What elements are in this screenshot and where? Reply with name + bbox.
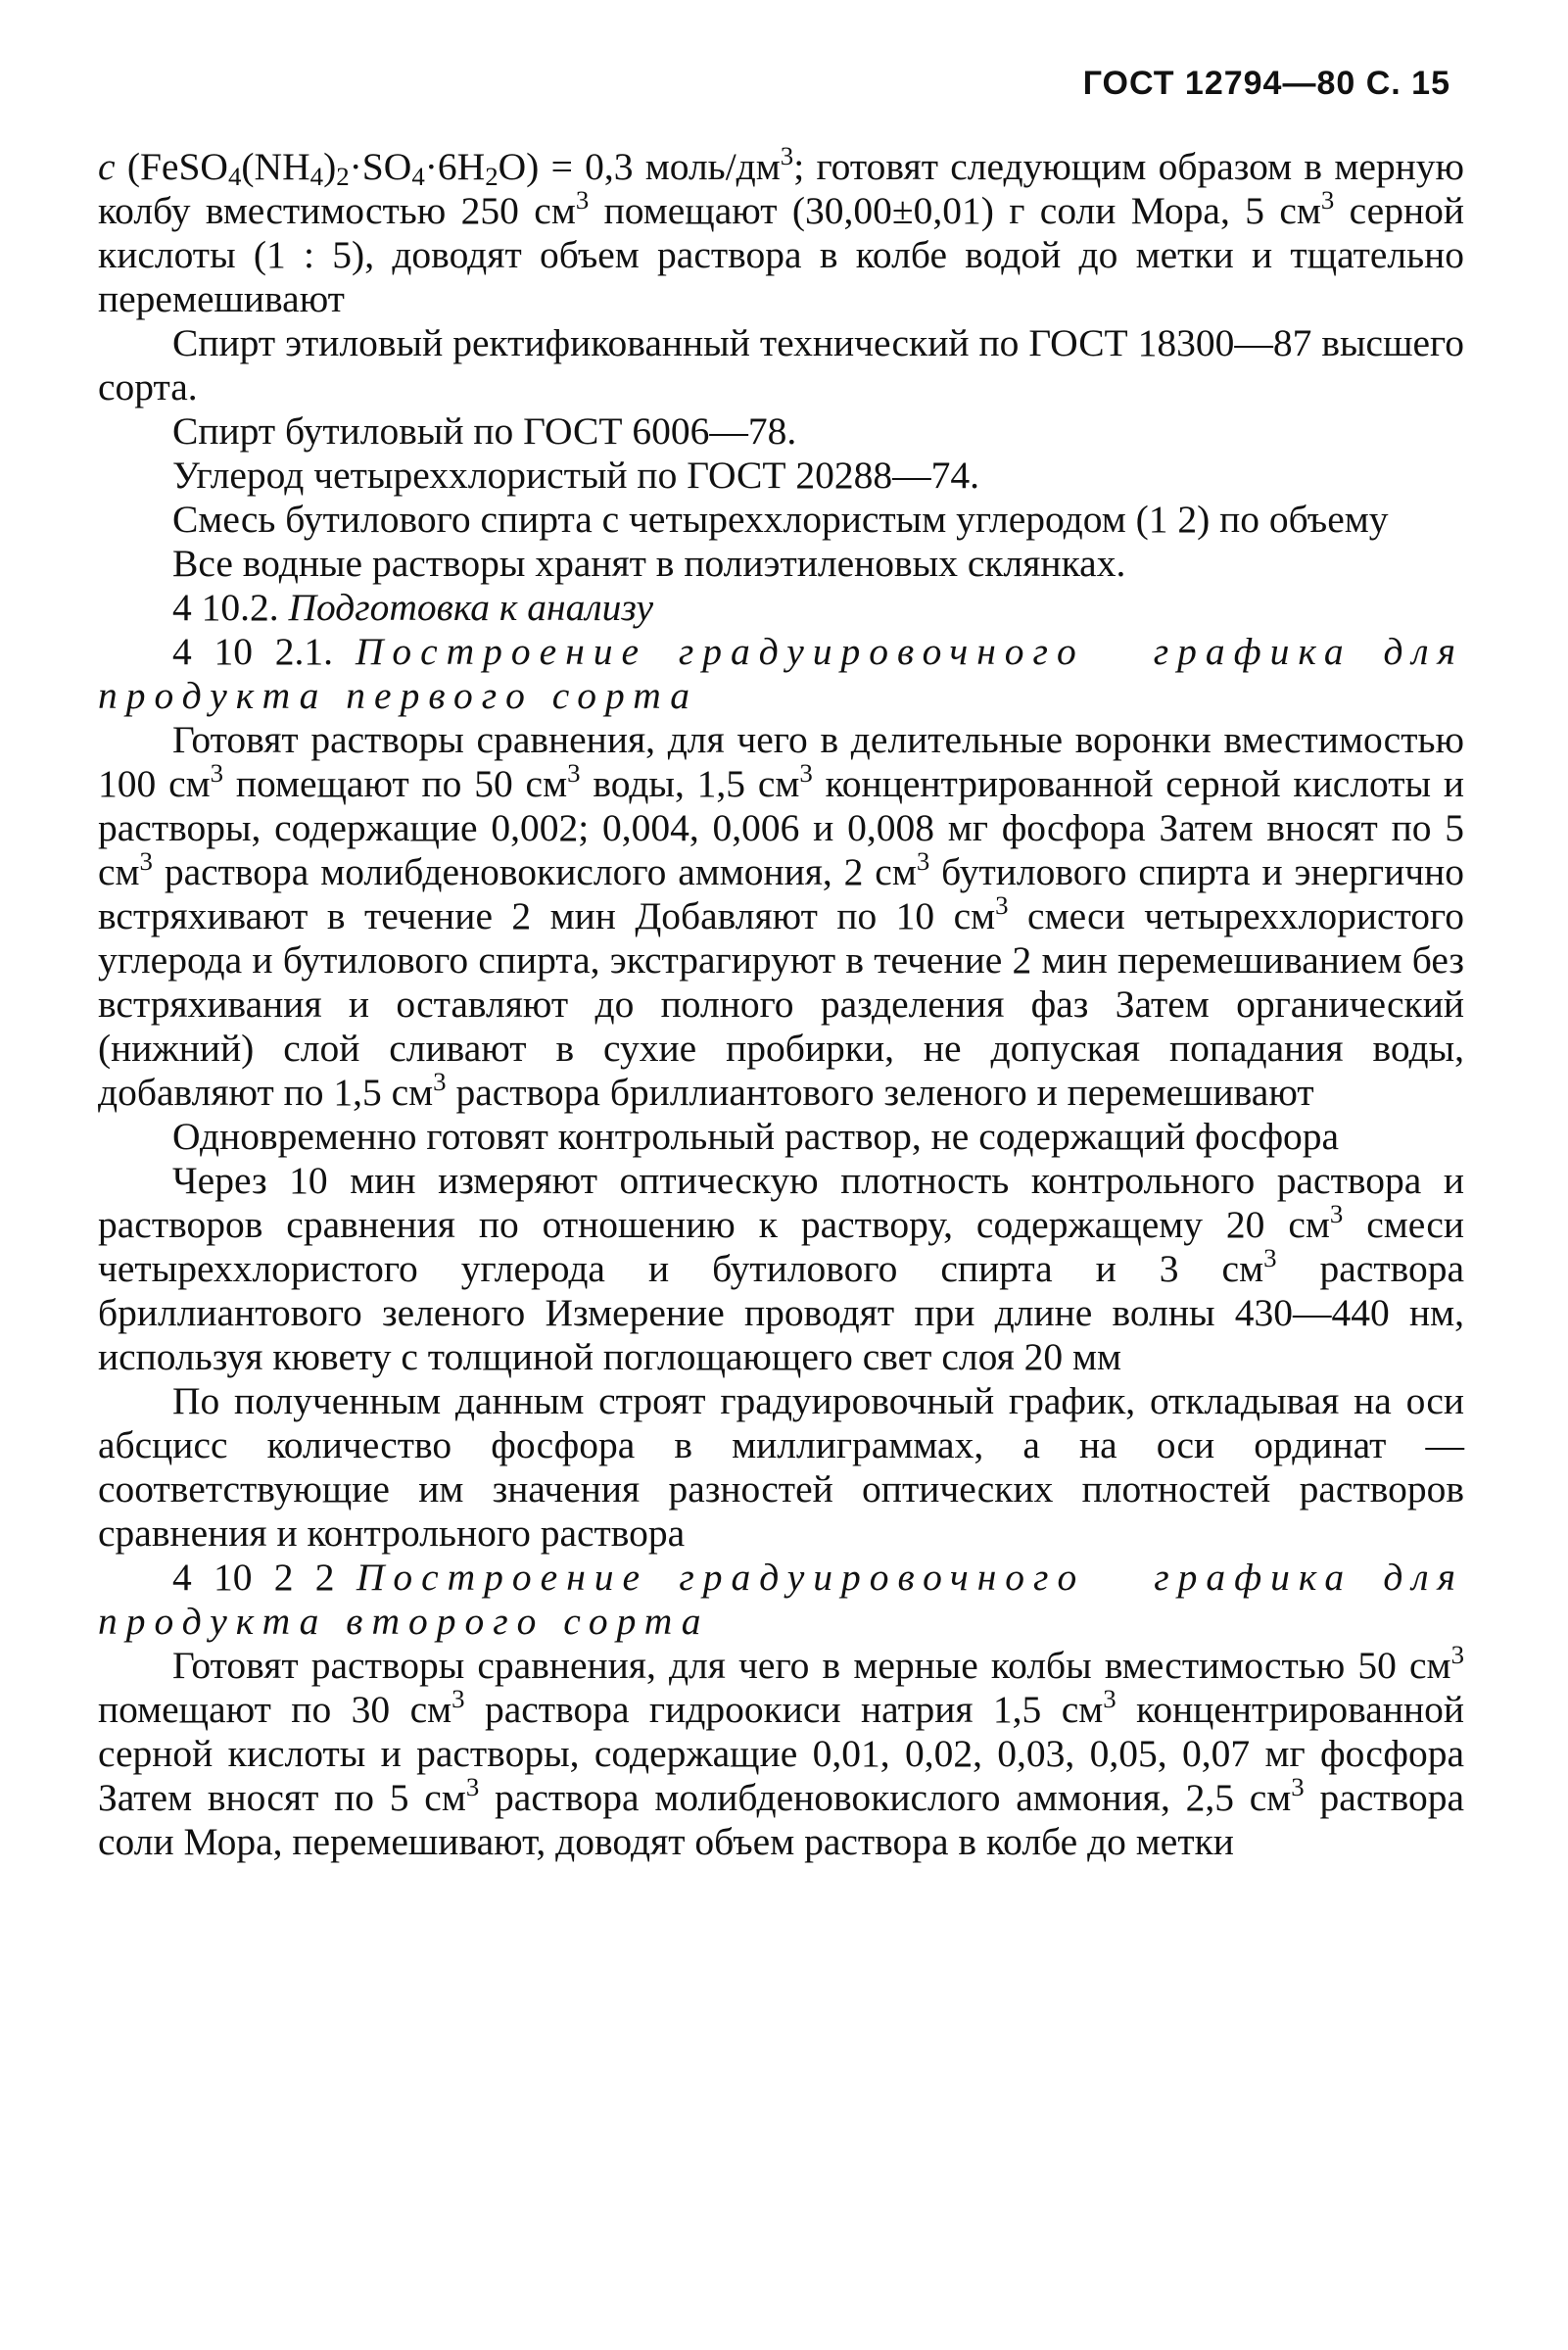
paragraph-reference-solutions-second: Готовят растворы сравнения, для чего в мерные колбы вместимостью 50 $см^3$ помещают по 30 $см^3$ раствора гидроокиси натрия 1,5 $см^3$ концентрированной серной кислоты и растворы, содержащие 0,01, 0,02, 0,03, 0,05, 0,07 мг фосфора Затем вносят по 5 $см^3$ раствора молибденовокислого аммония, 2,5 $см^3$ раствора соли Мора, перемешивают, доводят объем раствора в колбе до метки: [98, 1640, 1465, 1863]
paragraph-control-solution: Одновременно готовят контрольный раствор, не содержащий фосфора: [172, 1115, 1340, 1158]
running-header: ГОСТ 12794—80 С. 15: [1082, 65, 1450, 102]
paragraph-storage: Все водные растворы хранят в полиэтиленовых склянках.: [172, 542, 1126, 585]
section-title-part-2: графика для продукта первого сорта: [98, 630, 1465, 717]
section-title-part-1: Построение градуировочного: [356, 1556, 1086, 1599]
section-title-part-2: графика для продукта второго сорта: [98, 1556, 1465, 1643]
section-number: 4 10 2.1.: [172, 630, 334, 673]
section-number: 4 10 2 2: [172, 1556, 335, 1599]
section-number: 4 10.2.: [172, 586, 279, 629]
paragraph-ethyl-alcohol: Спирт этиловый ректификованный технический по ГОСТ 18300—87 высшего сорта.: [98, 321, 1464, 408]
section-title: Подготовка к анализу: [288, 586, 654, 629]
paragraph-mohr-salt-solution: с $(FeSO_4(NH_4)_2\cdot SO_4\cdot 6H_2O) = 0,3$ моль/$дм^3$; готовят следующим образом в мерную колбу вместимостью 250 $см^3$ помещают (30,00±0,01) г соли Мора, 5 $см^3$ серной кислоты (1 : 5), доводят объем раствора в колбе водой до метки и тщательно перемешивают: [98, 141, 1464, 320]
mohr-salt-formula: $(FeSO_4(NH_4)_2\cdot SO_4\cdot 6H_2O) = 0,3$ моль/$дм^3$: [126, 141, 794, 191]
section-title-part-1: Построение градуировочного: [355, 630, 1085, 673]
paragraph-optical-density: Через 10 мин измеряют оптическую плотность контрольного раствора и растворов сравнения по отношению к раствору, содержащему 20 $см^3$ смеси четыреххлористого углерода и бутилового спирта и 3 $см^3$ раствора бриллиантового зеленого Измерение проводят при длине волны 430—440 нм, используя кювету с толщиной поглощающего свет слоя 20 мм: [98, 1159, 1464, 1378]
paragraph-calibration-graph: По полученным данным строят градуировочный график, откладывая на оси абсцисс количество фосфора в миллиграммах, а на оси ординат — соответствующие им значения разностей оптических плотностей растворов сравнения и контрольного раствора: [98, 1379, 1464, 1555]
paragraph-carbon-tetrachloride: Углерод четыреххлористый по ГОСТ 20288—74.: [172, 454, 980, 497]
section-heading-calibration-first-grade: [98, 630, 1464, 718]
paragraph-solvent-mixture: Смесь бутилового спирта с четыреххлористым углеродом (1 2) по объему: [172, 498, 1389, 541]
section-heading-calibration-second-grade: [98, 1556, 1464, 1644]
section-heading-preparation: [98, 586, 1464, 630]
concentration-symbol: с: [98, 145, 116, 188]
paragraph-reference-solutions-first: Готовят растворы сравнения, для чего в делительные воронки вместимостью 100 $см^3$ помещают по 50 $см^3$ воды, 1,5 $см^3$ концентрированной серной кислоты и растворы, содержащие 0,002; 0,004, 0,006 и 0,008 мг фосфора Затем вносят по 5 $см^3$ раствора молибденовокислого аммония, 2 $см^3$ бутилового спирта и энергично встряхивают в течение 2 мин Добавляют по 10 $см^3$ смеси четыреххлористого углерода и бутилового спирта, экстрагируют в течение 2 мин перемешиванием без встряхивания и оставляют до полного разделения фаз Затем органический (нижний) слой сливают в сухие пробирки, не допуская попадания воды, добавляют по 1,5 $см^3$ раствора бриллиантового зеленого и перемешивают: [98, 718, 1465, 1114]
page-body: [98, 141, 1465, 1864]
paragraph-butyl-alcohol: Спирт бутиловый по ГОСТ 6006—78.: [172, 409, 797, 453]
